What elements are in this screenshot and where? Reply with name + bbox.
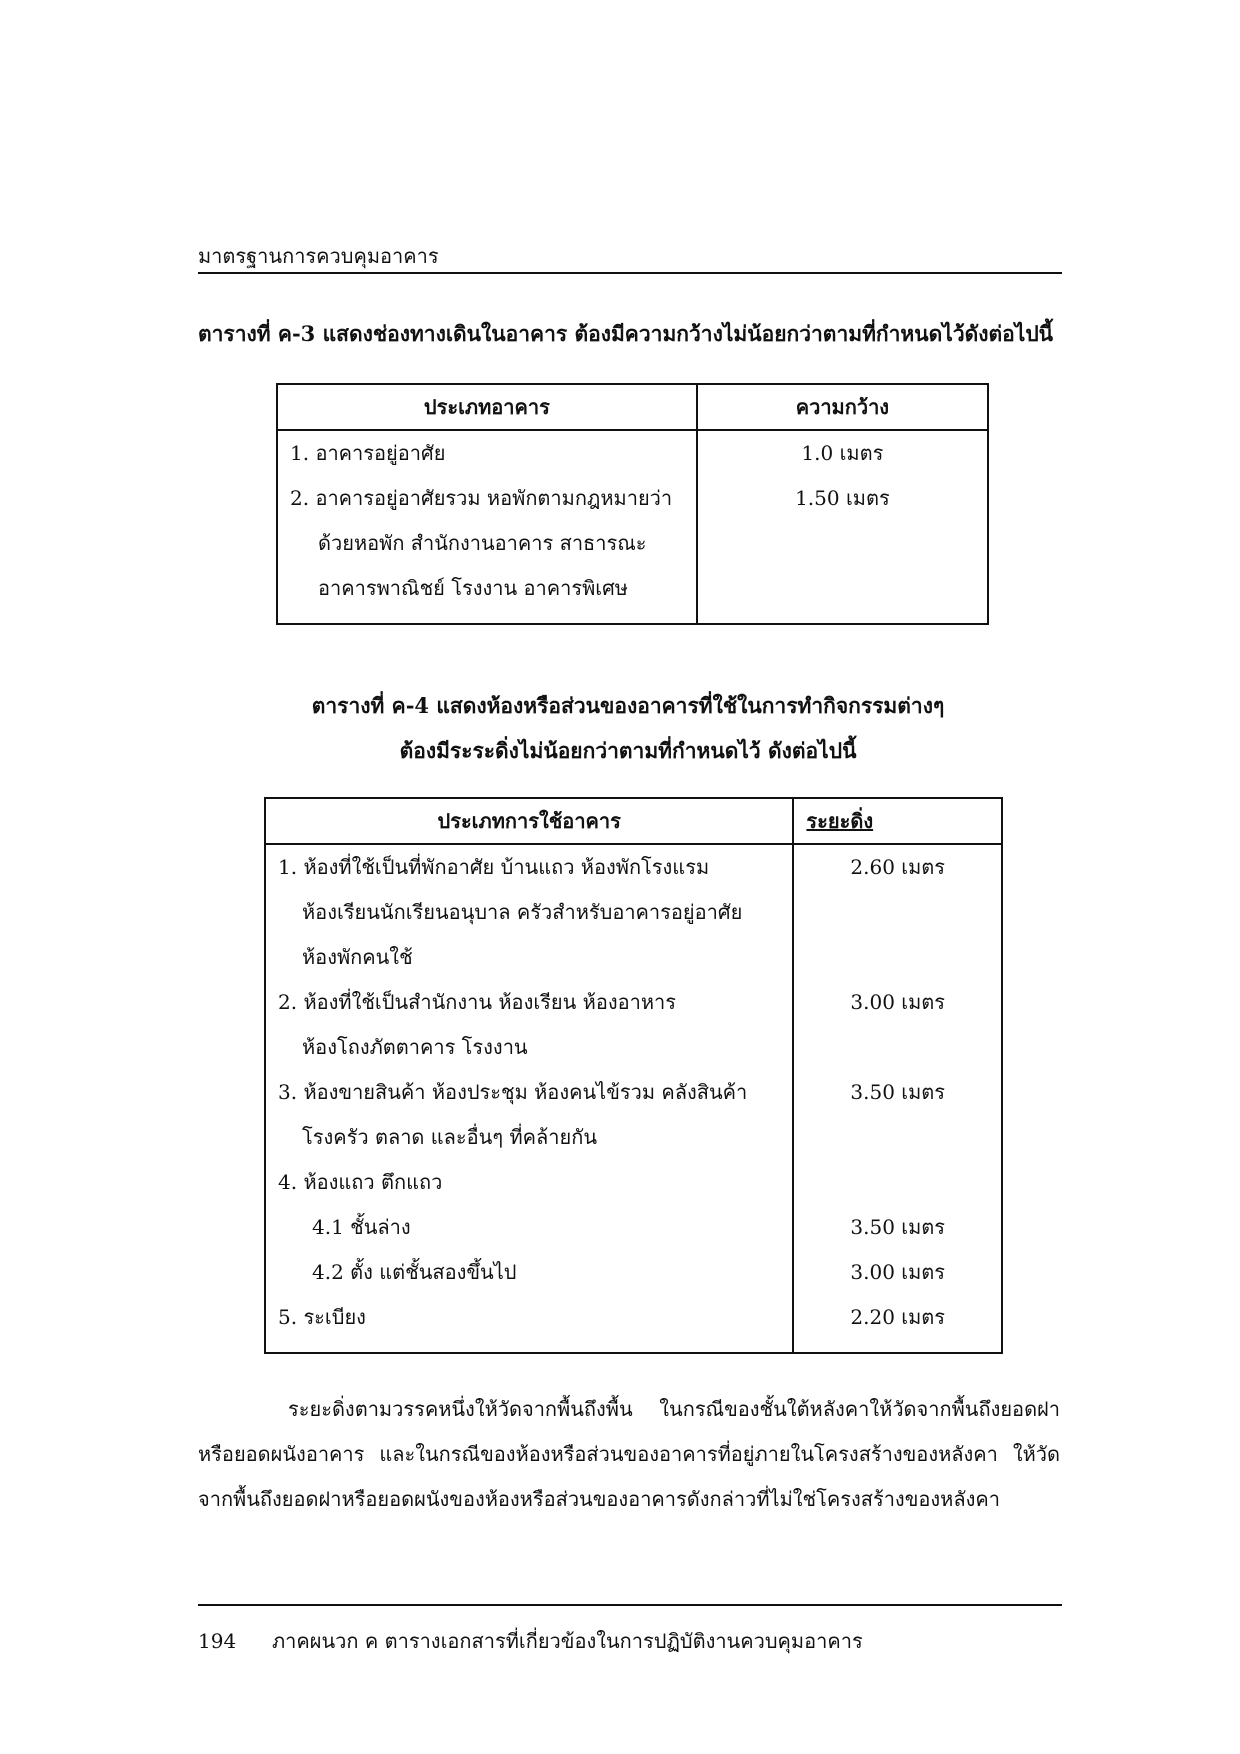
running-header: มาตรฐานการควบคุมอาคาร <box>198 244 439 268</box>
table-c4-row2-line2: ห้องโถงภัตตาคาร โรงงาน <box>302 1035 528 1059</box>
table-c3-row2-line3: อาคารพาณิชย์ โรงงาน อาคารพิเศษ <box>318 576 628 600</box>
table-c3-row1-value: 1.0 เมตร <box>801 441 884 465</box>
table-row <box>265 1250 1002 1295</box>
table-row <box>265 980 1002 1070</box>
table-c4-row5-line1: 4.1 ชั้นล่าง <box>312 1215 411 1239</box>
table-row <box>277 476 988 624</box>
table-c3-row2-value: 1.50 เมตร <box>795 486 890 510</box>
table-c4-row4-line1: 4. ห้องแถว ตึกแถว <box>278 1170 443 1194</box>
table-c4-header-usage: ประเภทการใช้อาคาร <box>265 798 793 844</box>
table-c4-row1-line3: ห้องพักคนใช้ <box>302 945 413 969</box>
table-c4-row5-value: 3.50 เมตร <box>850 1215 946 1239</box>
table-c4-row6-value: 3.00 เมตร <box>850 1260 946 1284</box>
table-c4-row1-value: 2.60 เมตร <box>850 855 946 879</box>
paragraph-line1: ระยะดิ่งตามวรรคหนึ่งให้วัดจากพื้นถึงพื้น ในกรณีของชั้นใต้หลังคาให้วัดจากพื้นถึงยอดฝา <box>288 1397 1060 1421</box>
paragraph-line2: หรือยอดผนังอาคาร และในกรณีของห้องหรือส่วนของอาคารที่อยู่ภายในโครงสร้างของหลังคา ให้วัด <box>198 1442 1060 1466</box>
table-c3-row2-line1: 2. อาคารอยู่อาศัยรวม หอพักตามกฎหมายว่า <box>290 486 673 510</box>
table-c3-row1-line1: 1. อาคารอยู่อาศัย <box>290 441 446 465</box>
page-footer <box>198 1625 863 1657</box>
table-c4-caption-line2: ต้องมีระระดิ่งไม่น้อยกว่าตามที่กำหนดไว้ ดังต่อไปนี้ <box>399 738 857 763</box>
table-c4 <box>264 797 1003 1354</box>
table-c4-row3-value: 3.50 เมตร <box>850 1080 946 1104</box>
table-c4-header-height: ระยะดิ่ง <box>806 809 874 833</box>
paragraph-line3: จากพื้นถึงยอดฝาหรือยอดผนังของห้องหรือส่วนของอาคารดังกล่าวที่ไม่ใช่โครงสร้างของหลังคา <box>198 1487 1000 1511</box>
footer-text: ภาคผนวก ค ตารางเอกสารที่เกี่ยวข้องในการปฏิบัติงานควบคุมอาคาร <box>272 1629 863 1653</box>
table-c4-row1-line1: 1. ห้องที่ใช้เป็นที่พักอาศัย บ้านแถว ห้องพักโรงแรม <box>278 855 710 879</box>
header-rule <box>198 272 1062 274</box>
table-row <box>265 1160 1002 1205</box>
table-c4-caption-line1: ตารางที่ ค-4 แสดงห้องหรือส่วนของอาคารที่ใช้ในการทำกิจกรรมต่างๆ <box>311 693 945 718</box>
table-row <box>265 844 1002 980</box>
table-row <box>277 430 988 476</box>
table-c3-row2-line2: ด้วยหอพัก สำนักงานอาคาร สาธารณะ <box>318 531 647 555</box>
table-row <box>265 1295 1002 1353</box>
table-c4-row4-value <box>794 1160 1001 1205</box>
table-c3-header-type: ประเภทอาคาร <box>277 384 697 430</box>
table-c4-row3-line2: โรงครัว ตลาด และอื่นๆ ที่คล้ายกัน <box>302 1125 597 1149</box>
table-c3-caption: ตารางที่ ค-3 แสดงช่องทางเดินในอาคาร ต้องมีความกว้างไม่น้อยกว่าตามที่กำหนดไว้ดังต่อไปนี้ <box>198 321 1054 346</box>
table-c4-row1-line2: ห้องเรียนนักเรียนอนุบาล ครัวสำหรับอาคารอยู่อาศัย <box>302 900 743 924</box>
page-number: 194 <box>198 1629 237 1653</box>
footer-rule <box>198 1604 1062 1606</box>
table-c4-row2-value: 3.00 เมตร <box>850 990 946 1014</box>
table-c4-row3-line1: 3. ห้องขายสินค้า ห้องประชุม ห้องคนไข้รวม คลังสินค้า <box>278 1080 748 1104</box>
table-c4-row7-value: 2.20 เมตร <box>850 1305 946 1329</box>
table-c4-row7-line1: 5. ระเบียง <box>278 1305 366 1329</box>
body-paragraph <box>198 1387 1060 1522</box>
table-c4-row6-line1: 4.2 ตั้ง แต่ชั้นสองขึ้นไป <box>312 1260 517 1284</box>
table-c3 <box>276 383 989 625</box>
table-c4-row2-line1: 2. ห้องที่ใช้เป็นสำนักงาน ห้องเรียน ห้องอาหาร <box>278 990 677 1014</box>
table-row <box>265 1070 1002 1160</box>
table-row <box>265 1205 1002 1250</box>
table-c3-header-width: ความกว้าง <box>697 384 988 430</box>
